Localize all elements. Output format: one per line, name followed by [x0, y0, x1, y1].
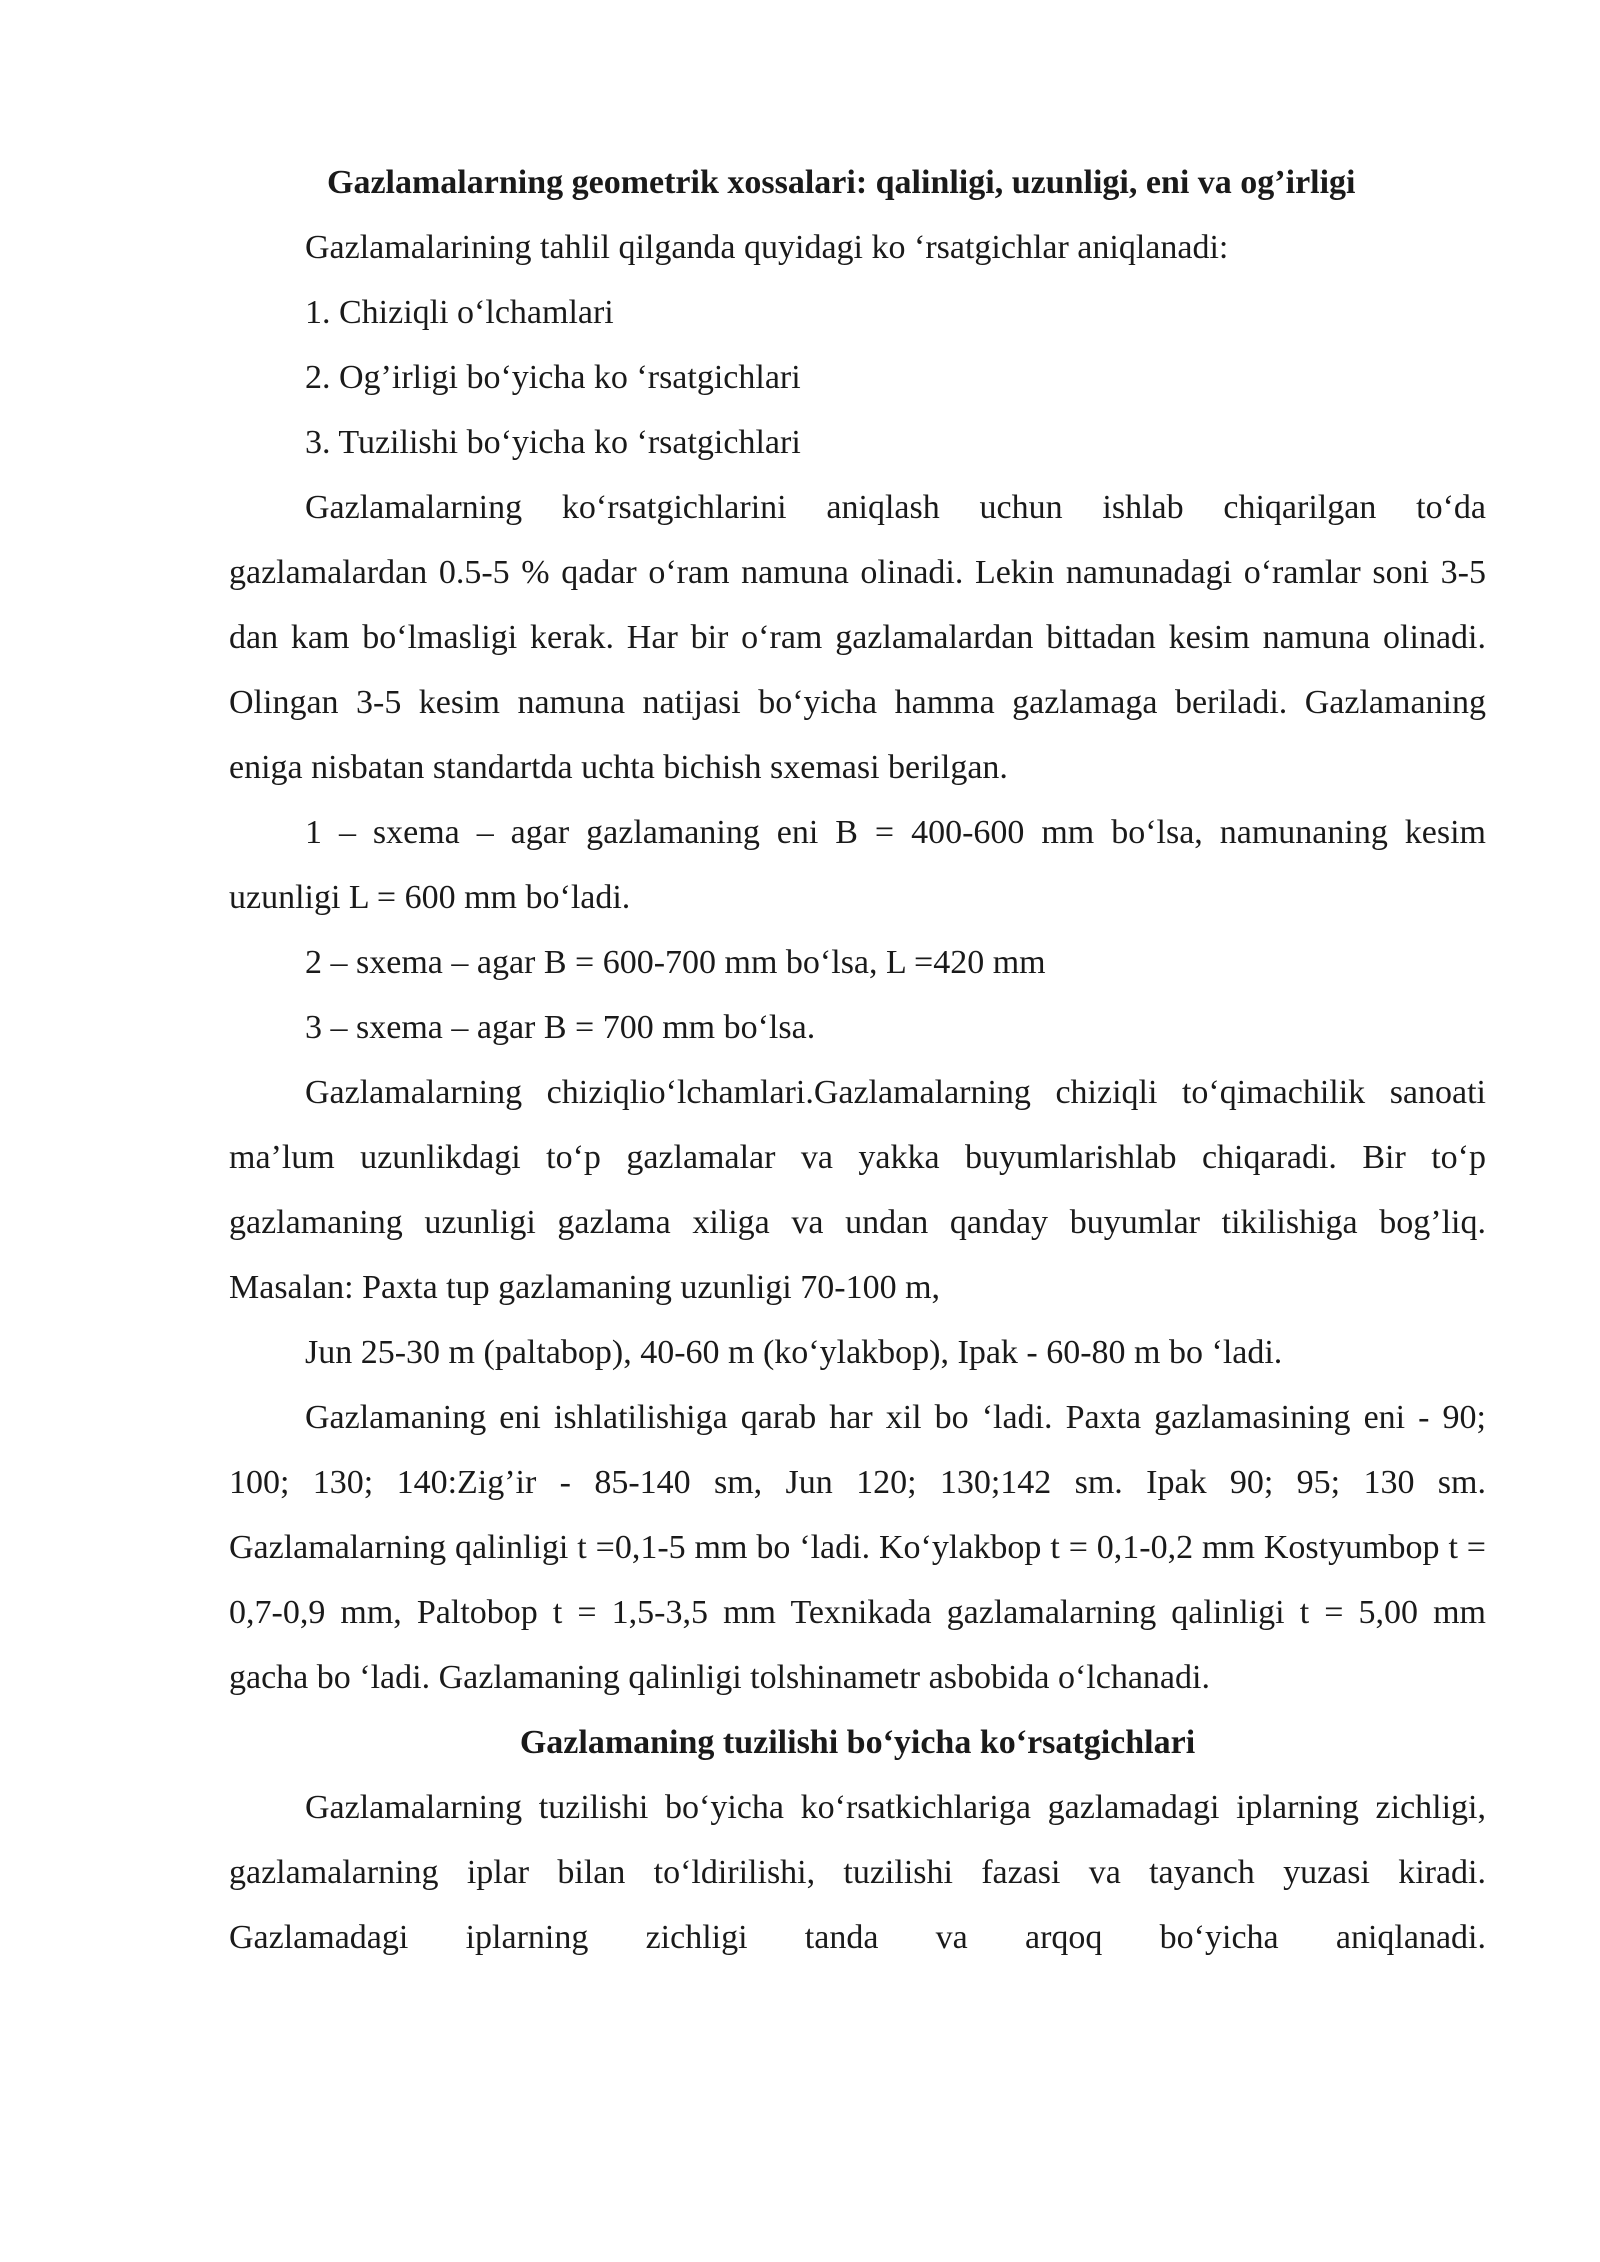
- section-subheading: Gazlamaning tuzilishi bo‘yicha ko‘rsatgichlari: [519, 1724, 1196, 1761]
- list-item: 1. Chiziqli o‘lchamlari: [305, 294, 614, 331]
- scheme-2-paragraph: 2 – sxema – agar B = 600-700 mm bo‘lsa, L =420 mm: [305, 944, 1046, 981]
- scheme-3-paragraph: 3 – sxema – agar B = 700 mm bo‘lsa.: [305, 1009, 816, 1046]
- document-body: [229, 150, 1486, 1970]
- document-title: Gazlamalarning geometrik xossalari: qalinligi, uzunligi, eni va og’irligi: [327, 164, 1356, 201]
- lengths-paragraph: Jun 25-30 m (paltabop), 40-60 m (ko‘ylakbop), Ipak - 60-80 m bo ‘ladi.: [305, 1334, 1283, 1371]
- scheme-1-paragraph: 1 – sxema – agar gazlamaning eni B = 400-600 mm bo‘lsa, namunaning kesim uzunligi L = 600 mm bo‘ladi.: [229, 814, 1486, 916]
- width-thickness-paragraph: Gazlamaning eni ishlatilishiga qarab har xil bo ‘ladi. Paxta gazlamasining eni - 90; 100; 130; 140:Zig’ir - 85-140 sm, Jun 120; 130;142 sm. Ipak 90; 95; 130 sm. Gazlamalarning qalinligi t =0,1-5 mm bo ‘ladi. Ko‘ylakbop t = 0,1-0,2 mm Kostyumbop t = 0,7-0,9 mm, Paltobop t = 1,5-3,5 mm Texnikada gazlamalarning qalinligi t = 5,00 mm gacha bo ‘ladi. Gazlamaning qalinligi tolshinametr asbobida o‘lchanadi.: [229, 1399, 1486, 1696]
- structure-paragraph: Gazlamalarning tuzilishi bo‘yicha ko‘rsatkichlariga gazlamadagi iplarning zichligi, gazlamalarning iplar bilan to‘ldirilishi, tuzilishi fazasi va tayanch yuzasi kiradi. Gazlamadagi iplarning zichligi tanda va arqoq bo‘yicha aniqlanadi.: [229, 1789, 1486, 1956]
- linear-dimensions-paragraph: Gazlamalarning chiziqlio‘lchamlari.Gazlamalarning chiziqli to‘qimachilik sanoati ma’lum uzunlikdagi to‘p gazlamalar va yakka buyumlarishlab chiqaradi. Bir to‘p gazlamaning uzunligi gazlama xiliga va undan qanday buyumlar tikilishiga bog’liq. Masalan: Paxta tup gazlamaning uzunligi 70-100 m,: [229, 1074, 1486, 1306]
- list-item: 2. Og’irligi bo‘yicha ko ‘rsatgichlari: [305, 359, 801, 396]
- intro-paragraph: Gazlamalarining tahlil qilganda quyidagi ko ‘rsatgichlar aniqlanadi:: [305, 229, 1229, 266]
- sampling-paragraph: Gazlamalarning ko‘rsatgichlarini aniqlash uchun ishlab chiqarilgan to‘da gazlamalardan 0.5-5 % qadar o‘ram namuna olinadi. Lekin namunadagi o‘ramlar soni 3-5 dan kam bo‘lmasligi kerak. Har bir o‘ram gazlamalardan bittadan kesim namuna olinadi. Olingan 3-5 kesim namuna natijasi bo‘yicha hamma gazlamaga beriladi. Gazlamaning eniga nisbatan standartda uchta bichish sxemasi berilgan.: [229, 489, 1486, 786]
- list-item: 3. Tuzilishi bo‘yicha ko ‘rsatgichlari: [305, 424, 801, 461]
